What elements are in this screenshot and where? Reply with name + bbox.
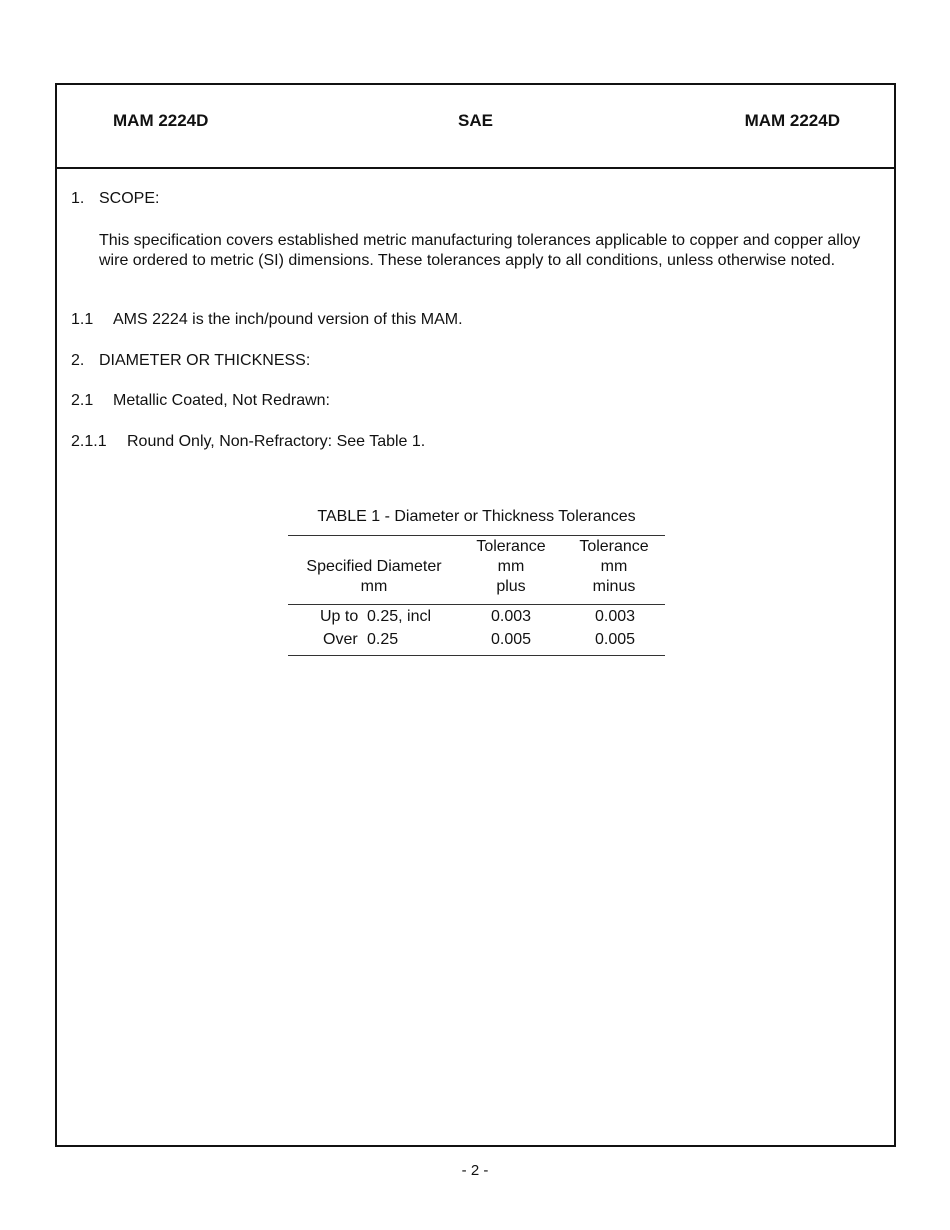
table-row-1-minus: 0.003: [594, 608, 636, 625]
header-doc-id-right: MAM 2224D: [744, 111, 840, 130]
section-2-1-1-text: Round Only, Non-Refractory: See Table 1.: [127, 433, 426, 450]
section-1-1-number: 1.1: [71, 311, 94, 328]
scope-paragraph: This specification covers established metric manufacturing tolerances applicable to copper and copper alloy wire ordered to metric (SI) dimensions. These tolerances apply to all conditions, unless otherwise noted.: [99, 232, 861, 269]
section-2-1-1-number: 2.1.1: [71, 433, 107, 450]
page-header: [57, 85, 894, 169]
row-1-value: 0.25, incl: [367, 608, 432, 625]
header-col2-line2: mm: [497, 558, 525, 575]
section-2-1-number: 2.1: [71, 392, 94, 409]
table-row-1-plus: 0.003: [490, 608, 532, 625]
header-tolerance-minus: [569, 537, 659, 597]
table-1-caption: TABLE 1 - Diameter or Thickness Tolerances: [317, 508, 636, 525]
header-col3-line3: minus: [592, 578, 636, 595]
header-col3-line1: Tolerance: [579, 538, 649, 555]
row-2-prefix: Over: [323, 631, 358, 648]
table-bottom-rule: [288, 655, 665, 656]
section-2-title: DIAMETER OR THICKNESS:: [99, 352, 311, 369]
header-col2-line1: Tolerance: [476, 538, 546, 555]
table-body: [288, 605, 665, 655]
section-1-title: SCOPE:: [99, 190, 160, 207]
header-doc-id-left: MAM 2224D: [113, 111, 209, 130]
table-row-2-plus: 0.005: [490, 631, 532, 648]
table-header: [288, 536, 665, 604]
header-specified-diameter: [288, 557, 460, 597]
table-row-2-diameter: [323, 630, 399, 650]
table-1: [288, 507, 665, 656]
table-row-2-minus: 0.005: [594, 631, 636, 648]
row-2-value: 0.25: [367, 631, 399, 648]
header-col1-line1: Specified Diameter: [306, 558, 442, 575]
page-number: - 2 -: [461, 1162, 489, 1179]
header-col2-line3: plus: [496, 578, 526, 595]
page-frame: [55, 83, 896, 1147]
row-1-prefix: Up to: [320, 608, 359, 625]
section-2-1-text: Metallic Coated, Not Redrawn:: [113, 392, 330, 409]
header-col1-line2: mm: [360, 578, 388, 595]
header-org: SAE: [458, 111, 493, 130]
table-row-1-diameter: [320, 607, 432, 627]
section-2-number: 2.: [71, 352, 85, 369]
header-tolerance-plus: [466, 537, 556, 597]
section-1-number: 1.: [71, 190, 85, 207]
section-1-1-text: AMS 2224 is the inch/pound version of this MAM.: [113, 311, 463, 328]
header-col3-line2: mm: [600, 558, 628, 575]
